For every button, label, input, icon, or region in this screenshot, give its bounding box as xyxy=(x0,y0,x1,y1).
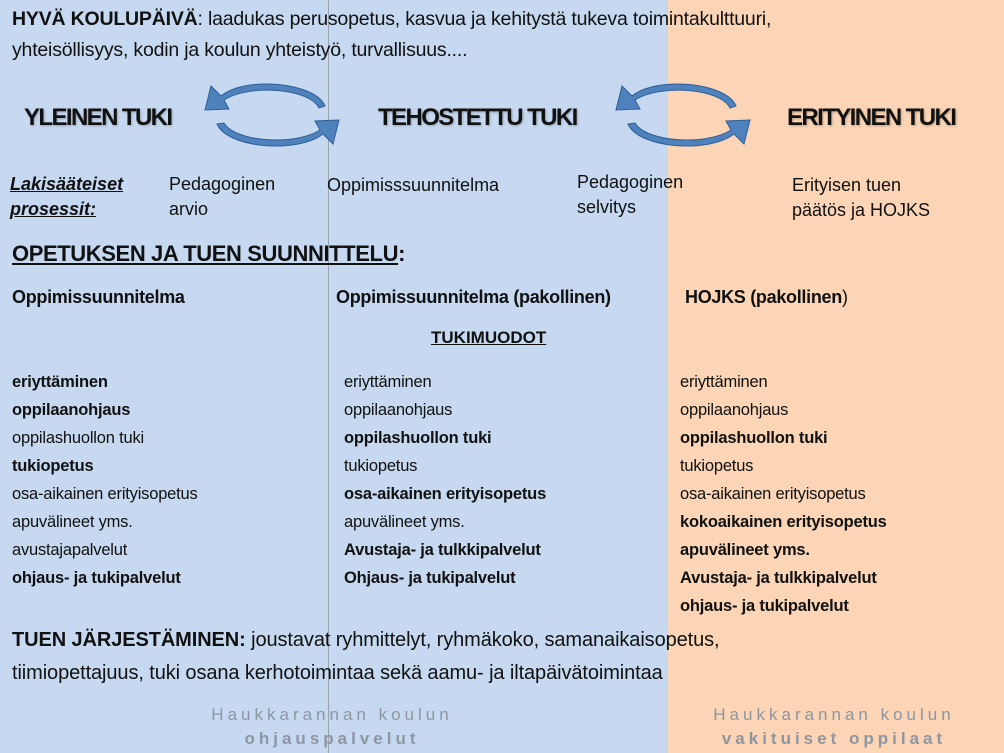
support-form-item: osa-aikainen erityisopetus xyxy=(344,485,547,503)
circular-arrows-icon xyxy=(608,76,758,154)
support-form-item: oppilaanohjaus xyxy=(12,401,131,419)
support-form-item: Ohjaus- ja tukipalvelut xyxy=(344,569,516,587)
organization-heading: TUEN JÄRJESTÄMINEN: xyxy=(12,629,246,651)
plan-special-tail: ) xyxy=(841,287,848,307)
organization-line-1 xyxy=(12,629,719,652)
support-form-item: apuvälineet yms. xyxy=(680,541,810,559)
watermark-left-line-1: Haukkarannan koulun xyxy=(211,705,453,724)
plan-special-text: HOJKS (pakollinen xyxy=(685,287,842,307)
support-form-item: avustajapalvelut xyxy=(12,541,128,559)
watermark-left xyxy=(182,703,482,751)
process-middle xyxy=(577,170,683,220)
support-form-item: eriyttäminen xyxy=(344,373,432,391)
support-form-item: eriyttäminen xyxy=(12,373,108,391)
plan-general: Oppimissuunnitelma xyxy=(12,287,185,307)
organization-line-2: tiimiopettajuus, tuki osana kerhotoimintaa sekä aamu- ja iltapäivätoimintaa xyxy=(12,662,663,684)
planning-title-colon: : xyxy=(398,241,405,266)
support-forms-special xyxy=(680,368,887,620)
watermark-right xyxy=(684,703,984,751)
support-forms-general xyxy=(12,368,198,592)
support-form-item: oppilashuollon tuki xyxy=(12,429,144,447)
support-form-item: tukiopetus xyxy=(344,457,418,475)
support-form-item: ohjaus- ja tukipalvelut xyxy=(12,569,181,587)
process-label-line-1: Lakisääteiset xyxy=(10,174,124,194)
support-form-item: oppilaanohjaus xyxy=(680,401,789,419)
circular-arrows-icon xyxy=(197,76,347,154)
planning-title-text: OPETUKSEN JA TUEN SUUNNITTELU xyxy=(12,241,399,266)
process-label-line-2: prosessit: xyxy=(10,199,97,219)
support-forms-intensified xyxy=(344,368,546,592)
watermark-left-line-2: ohjauspalvelut xyxy=(244,729,420,748)
level-general: YLEINEN TUKI xyxy=(24,104,172,131)
intro-text-1: : laadukas perusopetus, kasvua ja kehitystä tukeva toimintakulttuuri, xyxy=(197,8,772,30)
process-special xyxy=(792,173,930,223)
support-form-item: kokoaikainen erityisopetus xyxy=(680,513,887,531)
support-form-item: oppilashuollon tuki xyxy=(680,429,828,447)
watermark-right-line-2: vakituiset oppilaat xyxy=(721,729,947,748)
level-special: ERITYINEN TUKI xyxy=(787,104,956,131)
process-general xyxy=(169,172,275,222)
support-form-item: apuvälineet yms. xyxy=(344,513,465,531)
level-intensified: TEHOSTETTU TUKI xyxy=(378,104,577,131)
intro-heading: HYVÄ KOULUPÄIVÄ xyxy=(12,8,198,30)
intro-line-2: yhteisöllisyys, kodin ja koulun yhteistyö, turvallisuus.... xyxy=(12,39,468,61)
support-form-item: tukiopetus xyxy=(12,457,94,475)
process-special-line-1: Erityisen tuen xyxy=(792,175,902,195)
plan-special xyxy=(685,287,848,308)
organization-text-1: joustavat ryhmittelyt, ryhmäkoko, samanaikaisopetus, xyxy=(245,629,720,651)
process-intensified: Oppimisssuunnitelma xyxy=(327,175,500,195)
support-form-item: tukiopetus xyxy=(680,457,754,475)
watermark-right-line-1: Haukkarannan koulun xyxy=(713,705,955,724)
support-form-item: eriyttäminen xyxy=(680,373,768,391)
process-general-line-1: Pedagoginen xyxy=(169,174,276,194)
support-form-item: oppilaanohjaus xyxy=(344,401,453,419)
support-form-item: Avustaja- ja tulkkipalvelut xyxy=(344,541,541,559)
support-forms-title: TUKIMUODOT xyxy=(431,328,547,347)
process-label xyxy=(10,172,123,222)
planning-title xyxy=(12,241,405,267)
support-form-item: Avustaja- ja tulkkipalvelut xyxy=(680,569,877,587)
support-form-item: ohjaus- ja tukipalvelut xyxy=(680,597,849,615)
process-middle-line-2: selvitys xyxy=(577,197,637,217)
plan-intensified: Oppimissuunnitelma (pakollinen) xyxy=(336,287,611,307)
support-form-item: apuvälineet yms. xyxy=(12,513,133,531)
support-form-item: osa-aikainen erityisopetus xyxy=(12,485,198,503)
support-form-item: osa-aikainen erityisopetus xyxy=(680,485,866,503)
intro-line-1 xyxy=(12,8,771,31)
process-special-line-2: päätös ja HOJKS xyxy=(792,200,931,220)
process-general-line-2: arvio xyxy=(169,199,209,219)
support-form-item: oppilashuollon tuki xyxy=(344,429,492,447)
process-middle-line-1: Pedagoginen xyxy=(577,172,684,192)
